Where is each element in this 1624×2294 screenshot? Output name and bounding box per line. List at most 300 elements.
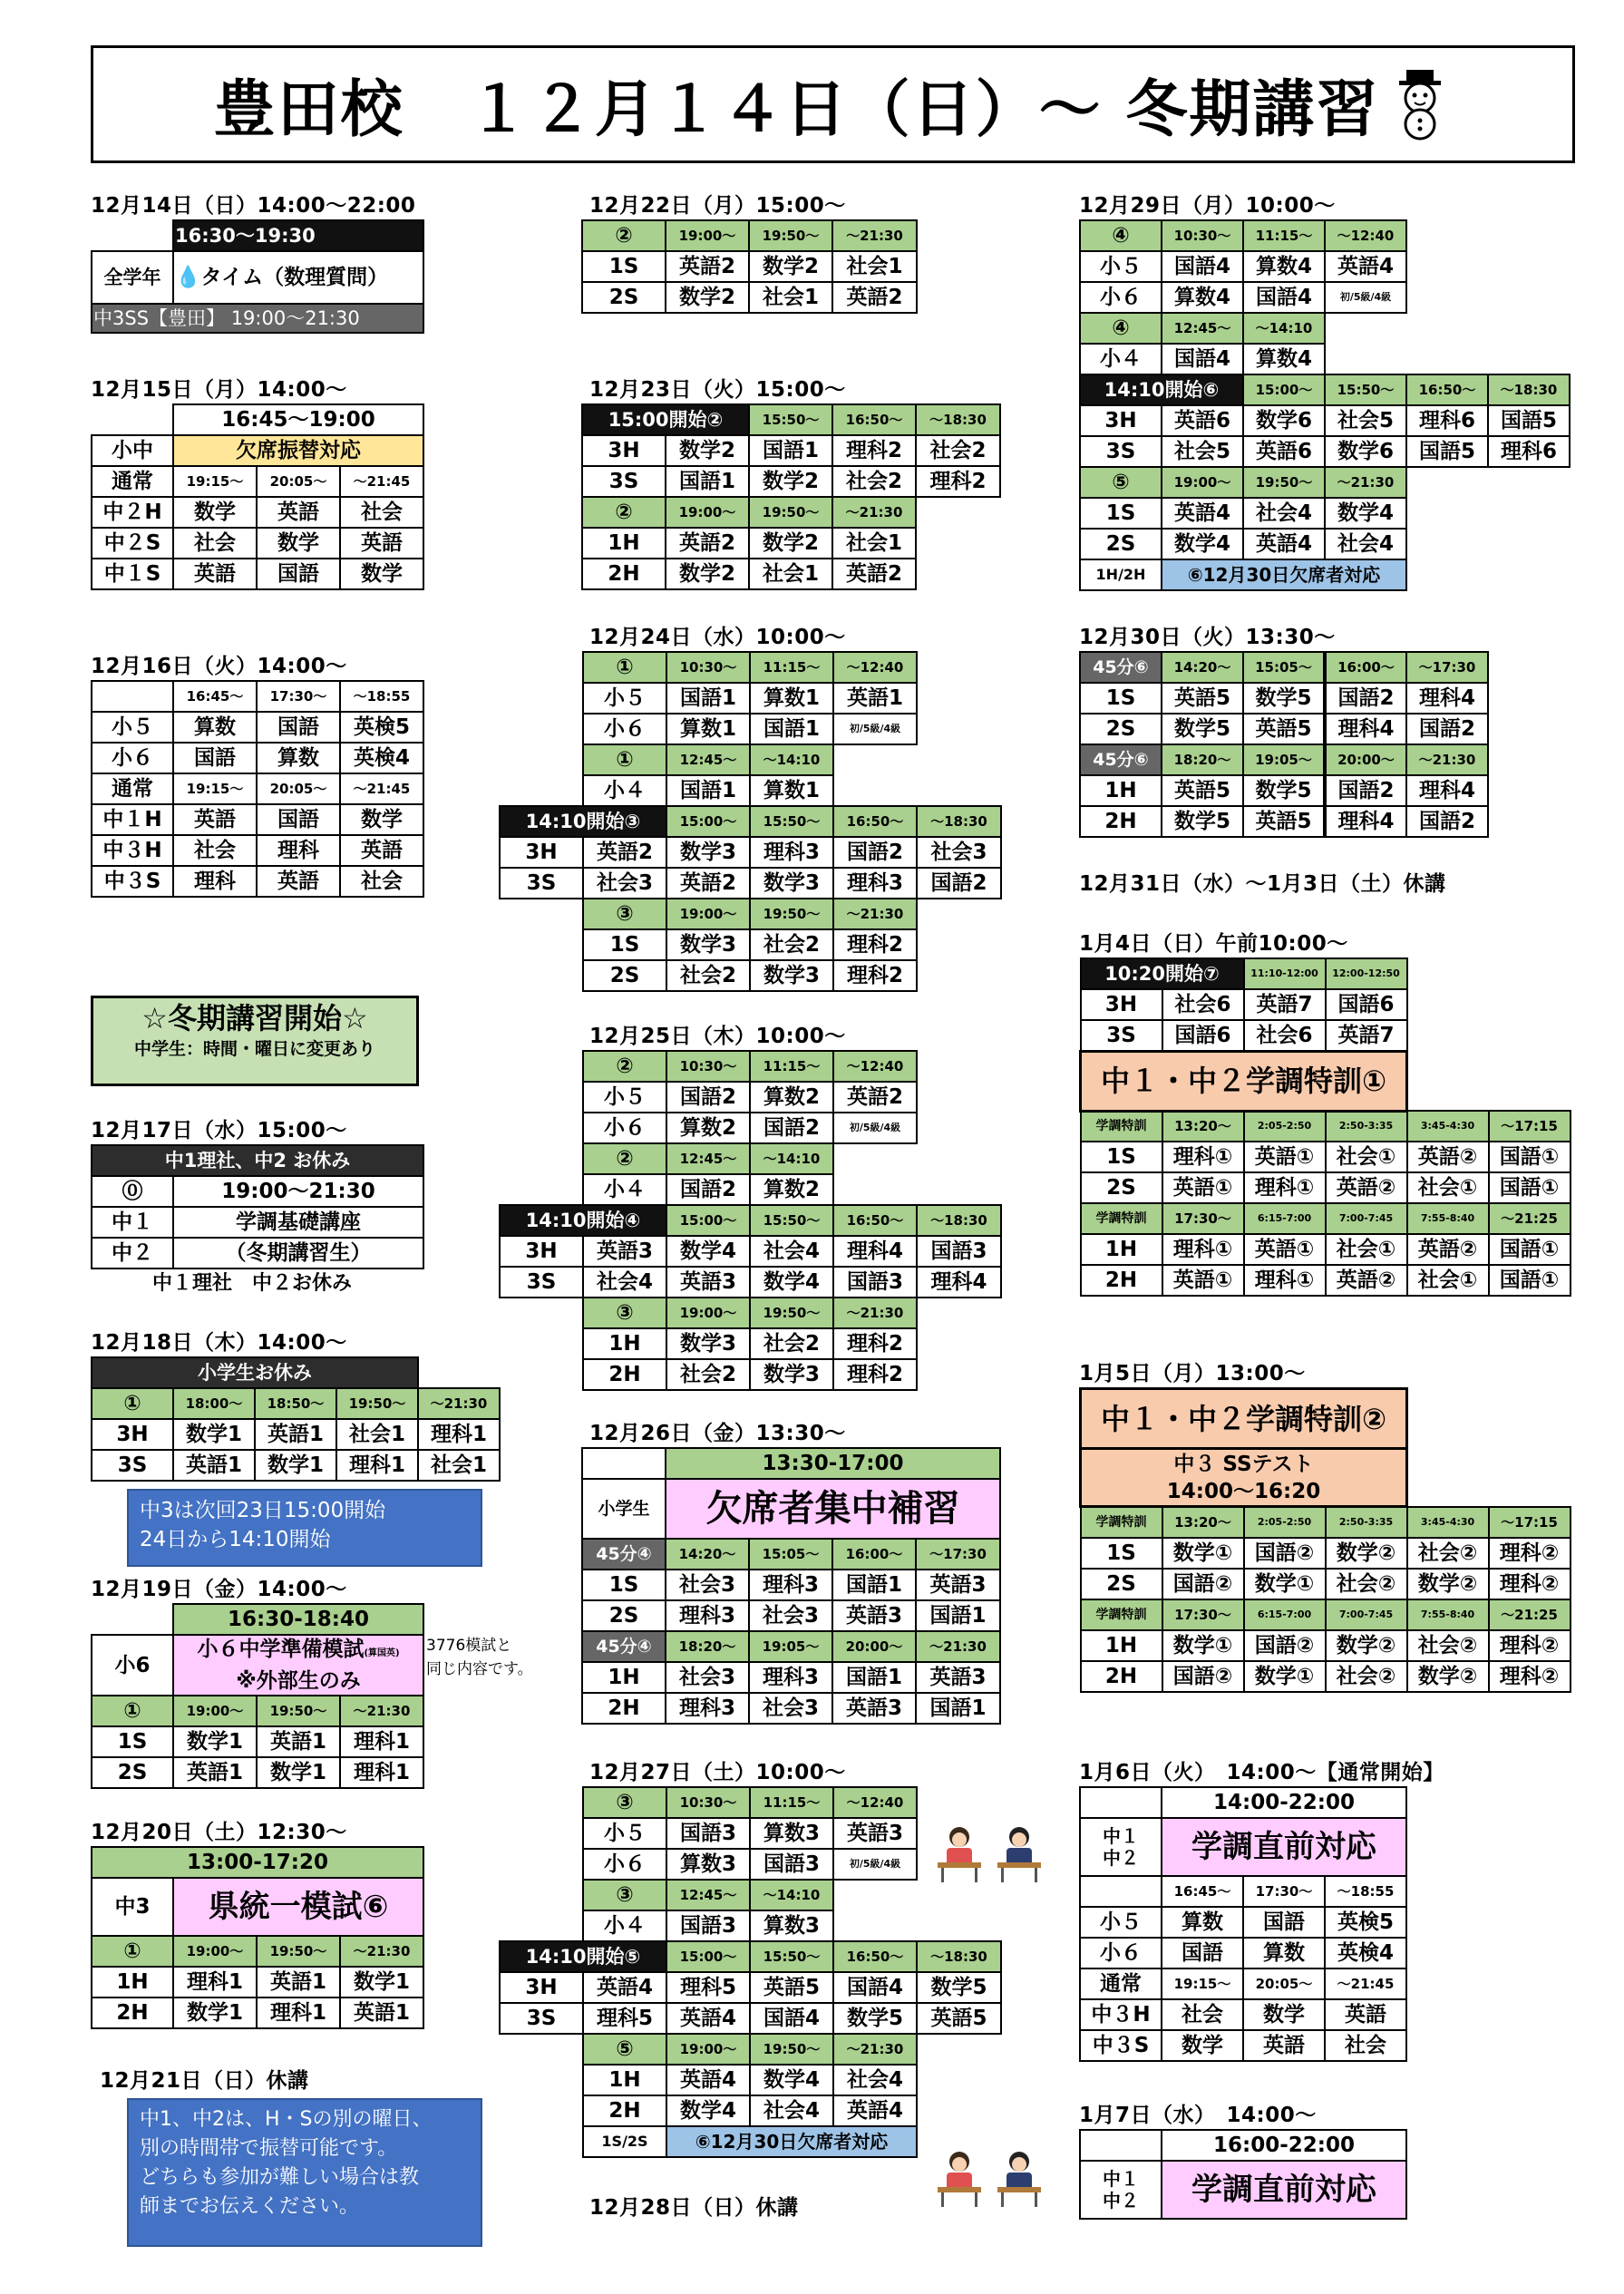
cell: 数学2 [749,251,832,282]
cell: 19:50～ [257,1936,340,1967]
cell: 英語2 [832,559,916,589]
student-illustration-icon [994,1824,1045,1884]
cell: 小４ [583,775,666,806]
cell: ～21:30 [1325,467,1406,498]
cell: ～14:10 [1243,313,1325,344]
cell: 理科3 [666,1693,749,1724]
cell: 社会 [173,528,257,559]
cell: ～21:30 [833,899,917,929]
cell: 16:50～ [833,1205,917,1236]
ss-cell: 中3SS【豊田】 19:00～21:30 [92,304,423,333]
cell: ④ [1080,220,1162,251]
cell: 通常 [92,466,173,497]
cell: 1H [582,1662,666,1693]
cell: 45分⑥ [1080,652,1162,683]
cell: 1S [582,251,666,282]
cell: 3H [92,1419,173,1450]
date-heading: 12月22日（月）15:00～ [589,194,846,218]
cell: 英語3 [832,1600,916,1631]
cell: 通常 [92,773,173,804]
cell: 数学① [1162,1630,1244,1661]
cell: 10:20開始⑦ [1081,958,1244,989]
cell: 2:50-3:35 [1326,1507,1407,1538]
cell: ～21:25 [1489,1203,1571,1234]
cell: 45分⑥ [1080,744,1162,775]
cell: 社会4 [1243,498,1325,529]
cell: 社会 [340,866,423,897]
cell: 3S [500,868,583,899]
winter-course-start-box [91,996,419,1086]
cell: 学調特訓 [1081,1203,1162,1234]
cell: 算数2 [666,1113,750,1143]
cell: 社会① [1326,1142,1407,1172]
cell: 国語2 [1406,806,1488,837]
cell: 社会2 [750,1328,833,1359]
cell: 数学3 [750,960,833,991]
cell: 中１S [92,559,173,589]
date-heading: 12月18日（木）14:00～ [91,1331,347,1355]
event-cell: 学調直前対応 [1162,2161,1406,2219]
cell: 2H [583,2095,666,2126]
cell: 数学4 [666,2095,750,2126]
cell: 小４ [1080,344,1162,374]
cell: 理科3 [750,837,833,868]
event-cell: 学調直前対応 [1162,1818,1406,1876]
date-heading: 12月27日（土）10:00～ [589,1761,846,1784]
cell: 英語1 [833,683,917,714]
cell: 国語1 [666,683,750,714]
cell: 国語 [1162,1938,1243,1968]
cell: ～21:45 [340,773,423,804]
cell: 国語4 [1162,251,1243,282]
page-title-text: 豊田校 １２月１４日（日）～ 冬期講習 [213,73,1380,146]
cell: 3:45-4:30 [1407,1111,1489,1142]
cell: ～12:40 [1325,220,1406,251]
cell: 英語7 [1326,1020,1407,1051]
cell: 数学4 [1162,529,1243,559]
grade-cell: 小学生 [582,1479,666,1539]
cell: 15:00～ [666,1205,750,1236]
event-cell: 💧タイム（数理質問） [173,251,423,304]
cell: ～21:30 [340,1936,423,1967]
cell: ～18:30 [917,806,1001,837]
cell: 20:05～ [257,466,340,497]
cell: 社会4 [750,2095,833,2126]
cell: ～18:30 [916,404,1000,435]
cell: 国語① [1489,1265,1571,1296]
cell: 英語6 [1162,405,1243,436]
cell: 国語2 [1406,714,1488,744]
cell: 国語2 [666,1174,750,1205]
cell: 19:00～ [173,1936,257,1967]
cell: 英語4 [583,1972,666,2003]
cell: 3S [92,1450,173,1481]
cell: 英語5 [1243,806,1325,837]
cell: 理科② [1489,1661,1571,1692]
cell: ～18:30 [1488,374,1570,405]
cell: 19:00～ [173,1696,257,1726]
cell: 中２H [92,497,173,528]
cell: 社会3 [666,1570,749,1600]
cell: 15:05～ [1243,652,1325,683]
cell: 18:20～ [1162,744,1243,775]
cell: 数学2 [666,282,749,313]
cell: 社会② [1326,1569,1407,1599]
event-cell: 欠席者集中補習 [666,1479,1000,1539]
cell: 19:50～ [336,1388,418,1419]
cell: ① [583,652,666,683]
cell: 理科5 [666,1972,750,2003]
event-line2: ※外部生のみ [236,1669,361,1693]
cell: 学調特訓 [1081,1111,1162,1142]
cell: 数学1 [173,1726,257,1757]
cell: 英検4 [1325,1938,1406,1968]
cell: ② [582,497,666,528]
cell: 数学2 [749,528,832,559]
cell: 小６ [583,1849,666,1880]
day-1221 [100,2067,309,2095]
cell: 理科② [1489,1630,1571,1661]
cell: 初/5級/4級 [833,714,917,744]
cell: 理科4 [917,1267,1001,1298]
cell: 社会3 [666,1662,749,1693]
grade-cell: 全学年 [92,251,173,304]
cell: ⑥12月30日欠席者対応 [1162,559,1406,590]
day-1230 [1079,624,1489,838]
cell: 算数2 [750,1082,833,1113]
cell: 理科1 [340,1757,423,1788]
cell: 1S [1080,498,1162,529]
cell: 社会2 [750,929,833,960]
cell [1080,1876,1162,1907]
cell: ② [582,220,666,251]
cell: 1H [1080,775,1162,806]
cell: 社会4 [583,1267,666,1298]
cell: ～18:30 [917,1941,1001,1972]
cell: 算数4 [1243,344,1325,374]
cell: 通常 [1080,1968,1162,1999]
cell: 英語3 [833,1818,917,1849]
cell: 2:05-2:50 [1244,1507,1326,1538]
page-title [91,45,1575,163]
cell: 理科① [1244,1172,1326,1203]
cell: 1H [582,528,666,559]
day-1216 [91,653,424,898]
cell: 19:00～ [666,220,749,251]
cell: 19:15～ [1162,1968,1243,1999]
start-title: ☆冬期講習開始☆ [141,1001,368,1035]
cell: 理科4 [833,1236,917,1267]
cell: 理科1 [340,1726,423,1757]
cell: 1H [1081,1630,1162,1661]
cell: 17:30～ [1162,1599,1244,1630]
cell: 英語4 [1325,251,1406,282]
time-cell: 16:45～19:00 [173,404,423,435]
cell: 英語4 [666,2003,750,2034]
cell: 理科1 [173,1967,257,1998]
cell: 国語① [1489,1172,1571,1203]
cell: 国語2 [833,837,917,868]
cell: 11:15～ [1243,220,1325,251]
student-illustration-icon [994,2149,1045,2209]
cell: 国語3 [666,1818,750,1849]
cell: 国語4 [833,1972,917,2003]
day-1229 [1079,192,1571,591]
cell: 45分④ [582,1631,666,1662]
cell: 数学2 [666,559,749,589]
cell: 7:00-7:45 [1326,1599,1407,1630]
cell: ～21:45 [340,466,423,497]
time-cell: 14:00-22:00 [1162,1787,1406,1818]
cell: 理科4 [1325,806,1406,837]
cell: 数学3 [750,1359,833,1390]
cell: ⑤ [583,2034,666,2065]
cell: 19:00～ [666,1298,750,1328]
cell: ③ [583,1298,666,1328]
cell: 18:00～ [173,1388,255,1419]
cell: 20:00～ [1325,744,1406,775]
cell: 社会4 [833,2065,917,2095]
cell: 10:30～ [666,1787,750,1818]
time-cell: 16:00-22:00 [1162,2130,1406,2161]
cell: 国語1 [832,1662,916,1693]
date-heading: 12月21日（日）休講 [100,2069,309,2093]
cell: ～14:10 [750,1143,833,1174]
cell: 英語2 [583,837,666,868]
cell: 2H [583,1359,666,1390]
cell: 社会2 [916,435,1000,466]
cell: 13:20～ [1162,1111,1244,1142]
cell: ② [583,1143,666,1174]
cell: 国語4 [1162,344,1243,374]
cell: 15:00～ [1243,374,1325,405]
cell: 16:00～ [1325,652,1406,683]
cell: 3H [500,1236,583,1267]
cell: 15:50～ [750,806,833,837]
cell: 算数 [1243,1938,1325,1968]
cell: 1S/2S [583,2126,666,2157]
cell: 国語2 [917,868,1001,899]
cell: 中３H [92,835,173,866]
day-0104 [1079,930,1571,1297]
cell: 算数 [173,712,257,743]
cell: 19:00～ [666,899,750,929]
day-1224 [499,624,1002,992]
cell: 英検4 [340,743,423,773]
cell: 英語5 [917,2003,1001,2034]
cell: 数学4 [750,1267,833,1298]
cell: ～17:30 [1406,652,1488,683]
event-line1 [175,1636,422,1667]
cell: 12:00-12:50 [1326,958,1407,989]
day-1218 [91,1329,501,1482]
cell: 英語 [1325,1999,1406,2030]
cell: 数学3 [666,1328,750,1359]
cell: ～21:30 [340,1696,423,1726]
cell: 数学4 [750,2065,833,2095]
day-1215 [91,376,424,590]
cell: 11:15～ [750,1787,833,1818]
cell: 17:30～ [1162,1203,1244,1234]
cell: 数学5 [1162,806,1243,837]
cell: 英語① [1244,1142,1326,1172]
cell: 19:15～ [173,773,257,804]
cell: 小６ [92,743,173,773]
cell: 16:45～ [173,681,257,712]
cell: 2H [582,559,666,589]
cell: 小６ [583,714,666,744]
grade-cell: 小6 [92,1635,173,1696]
date-heading: 12月20日（土）12:30～ [91,1821,347,1844]
cell: 45分④ [582,1539,666,1570]
cell: ～18:30 [917,1205,1001,1236]
cell: 数学2 [666,435,749,466]
cell: 社会3 [749,1600,832,1631]
cell: 社会2 [832,466,916,497]
cell: 数学① [1162,1538,1244,1569]
grade-cell: 中１ 中２ [1080,2161,1162,2219]
cell: 11:10-12:00 [1244,958,1326,989]
cell: ① [583,744,666,775]
cell: 理科① [1162,1142,1244,1172]
date-heading: 1月6日（火） 14:00～【通常開始】 [1079,1761,1444,1784]
cell: 国語1 [916,1693,1000,1724]
cell: 19:05～ [749,1631,832,1662]
cell: 理科 [257,835,340,866]
ss-title: 中３ SSテスト [1173,1452,1314,1476]
cell: 11:15～ [750,652,833,683]
day-0106 [1079,1759,1444,2062]
cell: 社会② [1407,1538,1489,1569]
cell: 14:20～ [666,1539,749,1570]
cell: 19:50～ [750,2034,833,2065]
cell: 国語② [1244,1538,1326,1569]
cell: 数学① [1244,1661,1326,1692]
cell: 社会① [1407,1172,1489,1203]
cell: 1H [583,1328,666,1359]
date-heading: 1月5日（月）13:00～ [1079,1362,1306,1385]
cell: 国語1 [666,775,750,806]
cell: 19:00～ [1162,467,1243,498]
cell: 英語① [1162,1172,1244,1203]
cell: 英語① [1244,1234,1326,1265]
cell: 社会② [1407,1630,1489,1661]
cell: 数学② [1326,1538,1407,1569]
cell: 初/5級/4級 [833,1849,917,1880]
cell: 英語1 [255,1419,336,1450]
date-heading: 1月7日（水） 14:00～ [1079,2104,1317,2127]
cell: 15:50～ [750,1205,833,1236]
cell: 国語1 [749,435,832,466]
cell: 英語2 [666,868,750,899]
cell: 2S [1080,714,1162,744]
cell: 10:30～ [1162,220,1243,251]
start-subtitle: 中学生：時間・曜日に変更あり [133,1039,375,1059]
cell: 3H [1081,989,1162,1020]
cell: ～21:30 [418,1388,500,1419]
cell: 3S [1081,1020,1162,1051]
cell: 数学2 [749,466,832,497]
cell: 数学 [340,804,423,835]
cell: 小６ [583,1113,666,1143]
cell: 中３S [1080,2030,1162,2061]
cell: 17:30～ [257,681,340,712]
cell: 理科2 [833,960,917,991]
cell: 英語2 [666,528,749,559]
date-heading: 12月29日（月）10:00～ [1079,194,1336,218]
cell: 社会1 [749,282,832,313]
cell: 19:50～ [750,1298,833,1328]
cell: 16:50～ [1406,374,1488,405]
date-heading: 12月26日（金）13:30～ [589,1422,846,1445]
cell: 社会2 [666,1359,750,1390]
cell: 社会1 [832,251,917,282]
cell: 社会 [1325,2030,1406,2061]
cell: 1S [1081,1538,1162,1569]
cell: 数学② [1326,1630,1407,1661]
cell: 学調特訓 [1081,1599,1162,1630]
cell: 算数3 [750,1910,833,1941]
cell: 2:50-3:35 [1326,1111,1407,1142]
cell: 3S [1080,436,1162,467]
cell: 小６ [1080,1938,1162,1968]
cell: 15:00～ [666,1941,750,1972]
cell: 6:15-7:00 [1244,1203,1326,1234]
date-heading: 12月23日（火）15:00～ [589,378,846,402]
cell: 3H [582,435,666,466]
cell: 英語2 [666,251,749,282]
cell: 英語② [1326,1172,1407,1203]
cell: 数学4 [1325,498,1406,529]
cell: 16:50～ [832,404,916,435]
cell: 1H/2H [1080,559,1162,590]
cell: 小５ [1080,251,1162,282]
cell: ～12:40 [833,1787,917,1818]
cell: 15:50～ [1325,374,1406,405]
cell: ～18:55 [340,681,423,712]
cell: 英語1 [173,1757,257,1788]
cell: 2H [92,1998,173,2028]
cell: 理科1 [418,1419,500,1450]
cell: 算数1 [750,775,833,806]
cell: 数学1 [255,1450,336,1481]
cell: ～14:10 [750,744,833,775]
cell: 国語6 [1326,989,1407,1020]
cell: ～21:45 [1325,1968,1406,1999]
cell: ③ [583,899,666,929]
cell: 国語4 [750,2003,833,2034]
cell: ③ [583,1787,666,1818]
cell: 3H [500,837,583,868]
cell: 14:10開始⑤ [500,1941,666,1972]
cell: 1S [1081,1142,1162,1172]
cell: 英語3 [583,1236,666,1267]
cell: ① [92,1388,173,1419]
cell: 1S [583,929,666,960]
cell: 12:45～ [666,1143,750,1174]
cell: 中３S [92,866,173,897]
cell: 3H [1080,405,1162,436]
cell: 英語1 [173,1450,255,1481]
cell: ～21:25 [1489,1599,1571,1630]
grade-cell: 中１ 中２ [1080,1818,1162,1876]
cell: ～21:30 [833,2034,917,2065]
cell: 国語3 [833,1267,917,1298]
cell: 社会① [1407,1265,1489,1296]
cell: 20:05～ [257,773,340,804]
date-heading: 12月30日（火）13:30～ [1079,626,1336,649]
cell: ～21:30 [916,1631,1000,1662]
